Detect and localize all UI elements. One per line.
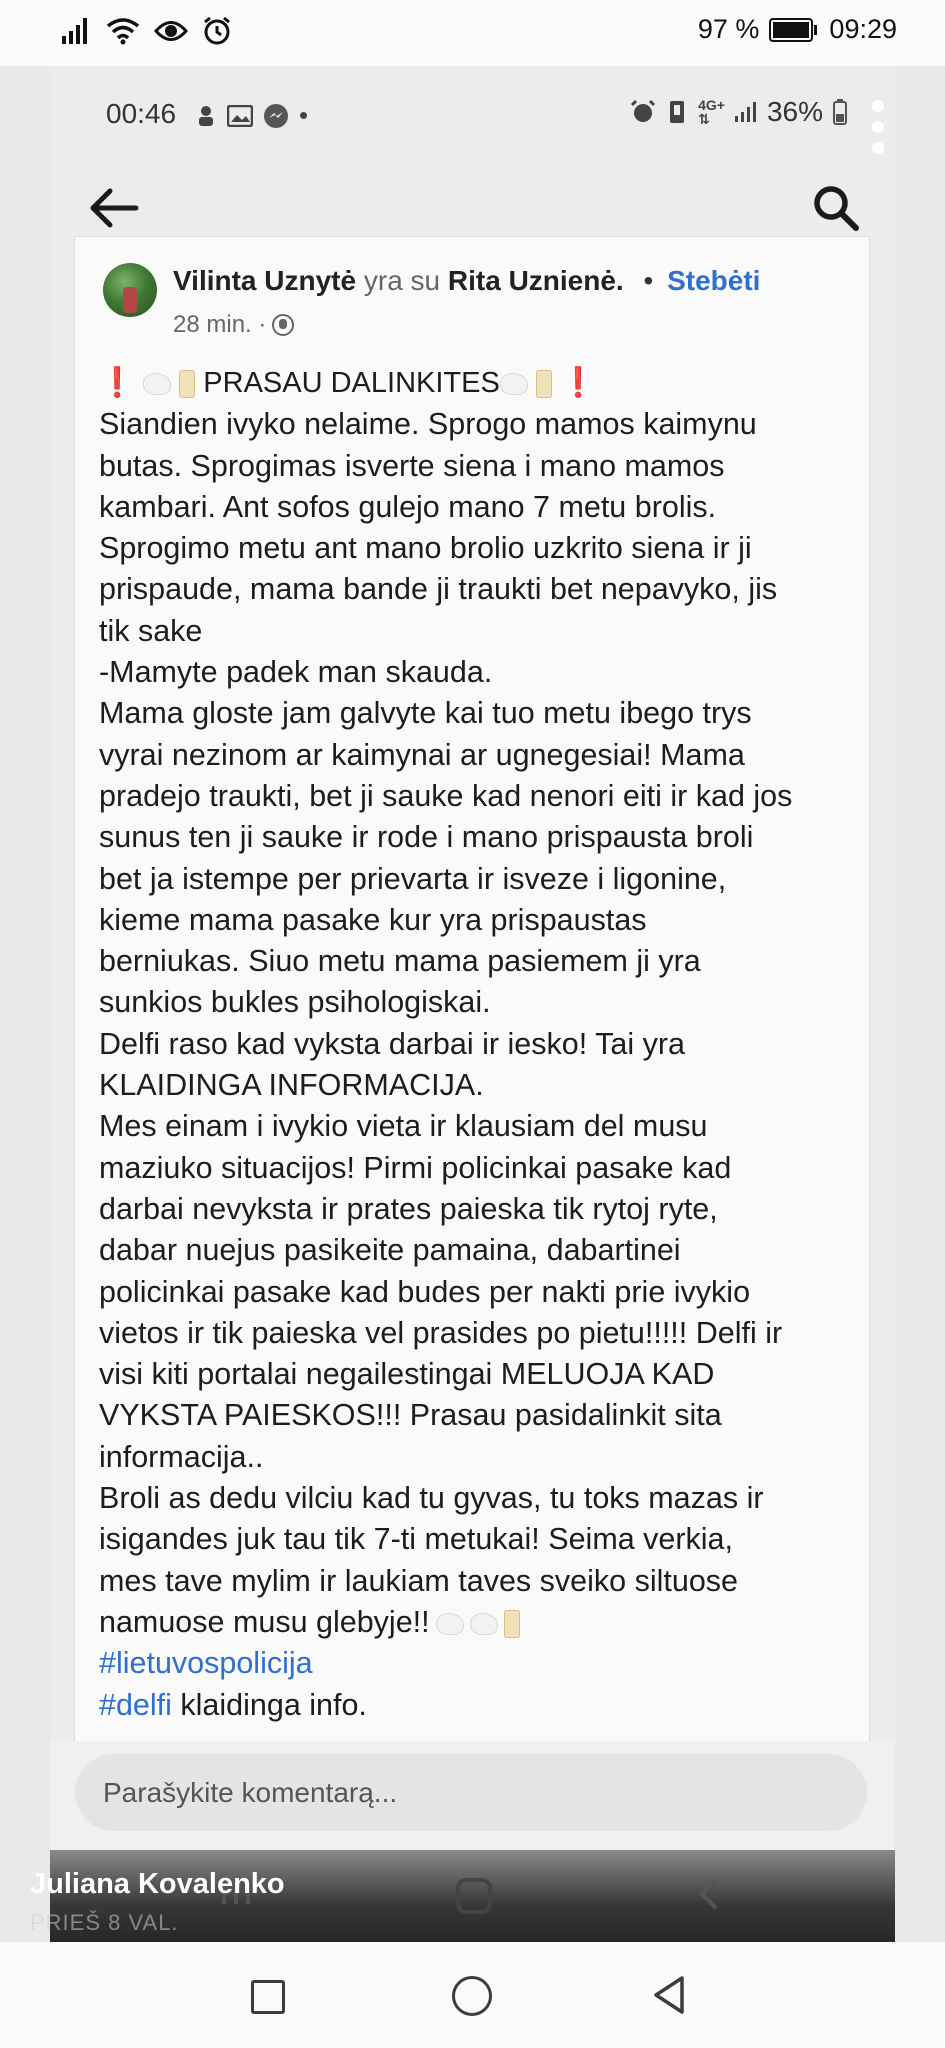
post-line: dabar nuejus pasikeite pamaina, dabartinei: [99, 1233, 681, 1268]
post-line: vyrai nezinom ar kaimynai ar ugnegesiai! Mama: [99, 737, 745, 772]
alarm-icon: [202, 16, 232, 46]
system-nav-bar: [0, 1942, 945, 2048]
post-line: KLAIDINGA INFORMACIJA.: [99, 1068, 484, 1103]
post-line: -Mamyte padek man skauda.: [99, 655, 493, 690]
post-line: Delfi raso kad vyksta darbai ir iesko! Tai yra: [99, 1026, 685, 1061]
exclamation-emoji-icon: ❗: [99, 367, 136, 399]
post-line: bet ja istempe per prievarta ir isveze i ligonine,: [99, 861, 727, 896]
post-title-line: [99, 363, 859, 404]
post-line: Sprogimo metu ant mano brolio uzkrito siena ir ji: [99, 531, 752, 566]
globe-icon: [272, 314, 294, 336]
dove-emoji-icon: [143, 373, 171, 395]
signal-icon: [62, 18, 92, 44]
outer-status-left-icons: [62, 16, 232, 46]
post-card: [74, 236, 870, 1742]
inner-clock: 00:46: [106, 98, 177, 129]
post-line: [99, 1602, 859, 1643]
post-line: Broli as dedu vilciu kad tu gyvas, tu toks mazas ir: [99, 1481, 764, 1516]
post-line: Mama gloste jam galvyte kai tuo metu ibego trys: [99, 696, 752, 731]
hashtag-lietuvospolicija[interactable]: #lietuvospolicija: [99, 1646, 313, 1681]
post-line: sunkios bukles psihologiskai.: [99, 985, 491, 1020]
eye-icon: [154, 18, 188, 44]
post-line: darbai nevyksta ir prates paieska tik rytoj ryte,: [99, 1191, 718, 1226]
avatar[interactable]: [103, 263, 157, 317]
post-text: [99, 363, 859, 1726]
inner-status-left-icons: [195, 100, 308, 131]
outer-status-bar: [0, 0, 945, 66]
author-name[interactable]: Vilinta Uznytė: [173, 265, 357, 296]
separator-dot: •: [643, 265, 654, 296]
wifi-icon: [106, 17, 140, 45]
messenger-icon: [263, 103, 289, 129]
inner-battery-percent: 36%: [766, 96, 823, 127]
vibrate-icon: [666, 99, 688, 125]
post-line: pradejo traukti, bet ji sauke kad nenori eiti ir kad jos: [99, 778, 793, 813]
dot-icon: •: [299, 100, 309, 130]
post-line: isigandes juk tau tik 7-ti metukai! Seima verkia,: [99, 1522, 733, 1557]
post-line: butas. Sprogimas isverte siena i mano mamos: [99, 448, 725, 483]
dove-emoji-icon: [500, 373, 528, 395]
post-header: [173, 265, 760, 297]
post-line: kambari. Ant sofos gulejo mano 7 metu brolis.: [99, 489, 717, 524]
post-line: policinkai pasake kad budes per nakti prie ivykio: [99, 1274, 751, 1309]
post-body-lines: [99, 404, 859, 1643]
post-time[interactable]: 28 min. ·: [173, 311, 267, 338]
post-meta: [173, 311, 294, 339]
more-options-icon[interactable]: [872, 100, 884, 154]
comment-input[interactable]: Parašykite komentarą...: [75, 1754, 867, 1831]
outer-clock: 09:29: [829, 14, 897, 44]
battery-icon: [833, 99, 847, 125]
signal-icon: [735, 102, 757, 122]
scroll-emoji-icon: [536, 370, 552, 398]
follow-button[interactable]: Stebėti: [667, 265, 761, 296]
hashtag-line: [99, 1685, 859, 1726]
dove-emoji-icon: [436, 1613, 464, 1635]
story-author-name: Juliana Kovalenko: [30, 1868, 285, 1900]
story-time: PRIEŠ 8 VAL.: [30, 1910, 179, 1935]
post-line: visi kiti portalai negailestingai MELUOJA KAD: [99, 1357, 715, 1392]
post-line: Siandien ivyko nelaime. Sprogo mamos kaimynu: [99, 407, 757, 442]
comment-bar: [50, 1741, 895, 1850]
post-line: sunus ten ji sauke ir rode i mano prispausta broli: [99, 820, 754, 855]
network-4g-icon: 4G+ ⇅: [698, 97, 725, 127]
back-nav-icon: [692, 1876, 728, 1912]
post-line: mes tave mylim ir laukiam taves sveiko siltuose: [99, 1563, 738, 1598]
inner-status-right-icons: [630, 96, 847, 128]
home-icon: [456, 1878, 492, 1914]
outer-battery-percent: 97 %: [697, 14, 760, 44]
scroll-emoji-icon: [179, 370, 195, 398]
image-icon: [227, 105, 253, 127]
tagged-name[interactable]: Rita Uznienė.: [447, 265, 624, 296]
post-line: prispaude, mama bande ji traukti bet nepavyko, jis: [99, 572, 778, 607]
hashtag-rest: klaidinga info.: [171, 1687, 367, 1722]
post-line-text: namuose musu glebyje!!: [99, 1604, 430, 1639]
home-icon[interactable]: [452, 1976, 492, 2016]
post-title: PRASAU DALINKITES: [203, 367, 500, 399]
post-line: tik sake: [99, 613, 203, 648]
inner-status-bar: [50, 66, 895, 171]
alarm-icon: [630, 99, 656, 125]
notification-icon: [195, 104, 217, 128]
post-app-bar: [50, 171, 895, 244]
exclamation-emoji-icon: ❗: [559, 367, 597, 399]
with-text: yra su: [363, 265, 441, 296]
dove-emoji-icon: [470, 1613, 498, 1635]
post-line: informacija..: [99, 1439, 264, 1474]
outer-status-right: [698, 14, 897, 45]
battery-icon: [769, 18, 813, 42]
hashtag-delfi[interactable]: #delfi: [99, 1687, 172, 1722]
post-line: kieme mama pasake kur yra prispaustas: [99, 902, 647, 937]
back-arrow-icon[interactable]: [86, 185, 142, 231]
back-nav-icon[interactable]: [650, 1974, 690, 2016]
scroll-emoji-icon: [504, 1610, 520, 1638]
post-line: vietos ir tik paieska vel prasides po pietu!!!!! Delfi ir: [99, 1315, 783, 1350]
post-line: VYKSTA PAIESKOS!!! Prasau pasidalinkit sita: [99, 1398, 722, 1433]
post-line: berniukas. Siuo metu mama pasiemem ji yra: [99, 944, 701, 979]
search-icon[interactable]: [811, 183, 861, 233]
post-line: Mes einam i ivykio vieta ir klausiam del musu: [99, 1109, 708, 1144]
recent-apps-icon[interactable]: [251, 1980, 285, 2014]
hashtag-line: [99, 1643, 859, 1684]
post-line: maziuko situacijos! Pirmi policinkai pasake kad: [99, 1150, 732, 1185]
